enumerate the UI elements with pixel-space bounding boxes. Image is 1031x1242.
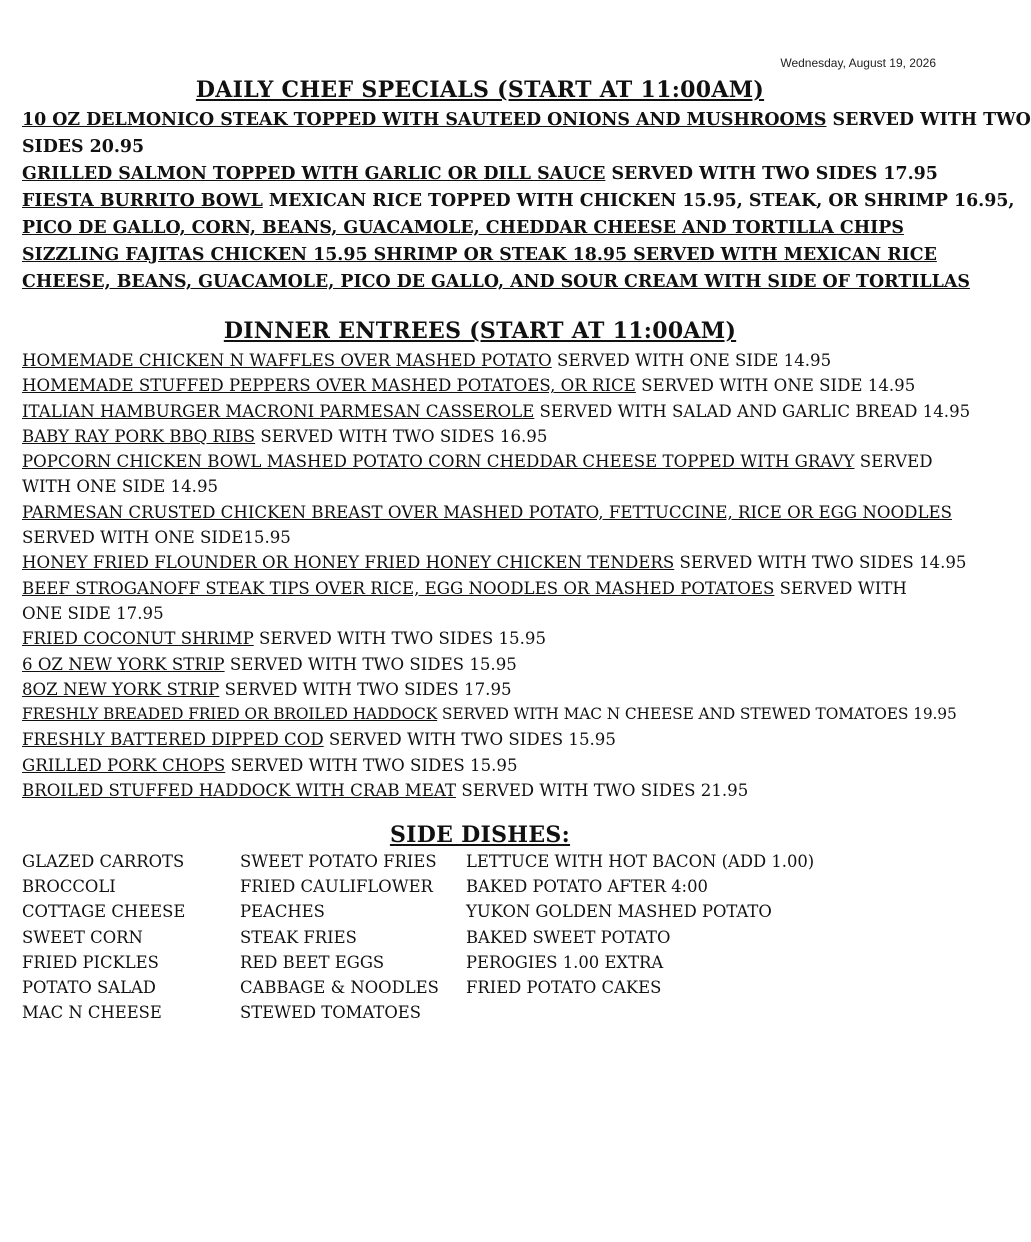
date-stamp: Wednesday, August 19, 2026 xyxy=(780,56,936,70)
item-detail: SERVED WITH ONE SIDE 14.95 xyxy=(635,376,916,396)
specials-title: DAILY CHEF SPECIALS (START AT 11:00AM) xyxy=(195,77,765,103)
item-name: GRILLED SALMON TOPPED WITH GARLIC OR DILL SAUCE xyxy=(22,164,606,184)
entrees-title: DINNER ENTREES (START AT 11:00AM) xyxy=(223,318,737,344)
side-dish: GLAZED CARROTS xyxy=(22,852,185,871)
side-row xyxy=(22,902,922,927)
item-name: FRIED COCONUT SHRIMP xyxy=(22,629,254,649)
item-name: BABY RAY PORK BBQ RIBS xyxy=(22,426,256,446)
entrees-line xyxy=(22,576,947,601)
item-detail: SERVED WITH TWO SIDES 15.95 xyxy=(224,654,517,674)
item-detail: SERVED WITH MAC N CHEESE AND STEWED TOMATOES 19.95 xyxy=(437,705,957,724)
side-dish xyxy=(466,1003,906,1028)
item-name: ITALIAN HAMBURGER MACRONI PARMESAN CASSEROLE xyxy=(22,401,535,421)
specials-line xyxy=(22,188,1015,215)
item-name: HOMEMADE CHICKEN N WAFFLES OVER MASHED POTATO xyxy=(22,351,552,370)
item-name: FRESHLY BATTERED DIPPED COD xyxy=(22,730,324,750)
item-name: FRESHLY BREADED FRIED OR BROILED HADDOCK xyxy=(22,705,438,724)
item-name: 10 OZ DELMONICO STEAK TOPPED WITH SAUTEED ONIONS AND MUSHROOMS xyxy=(22,110,827,130)
item-detail: SERVED WITH TWO SIDES 16.95 xyxy=(255,426,548,446)
item-detail: SERVED WITH TWO SIDES 17.95 xyxy=(219,679,512,699)
entrees-line xyxy=(22,348,947,373)
side-dish: FRIED POTATO CAKES xyxy=(466,977,662,997)
side-dish: STEAK FRIES xyxy=(240,927,357,947)
item-detail: SERVED WITH TWO SIDES 15.95 xyxy=(225,755,518,775)
item-detail: WITH ONE SIDE 14.95 xyxy=(22,477,219,497)
side-row xyxy=(22,978,922,1003)
entrees-line xyxy=(22,500,952,525)
side-dish: CABBAGE & NOODLES xyxy=(240,977,439,997)
side-row xyxy=(22,1003,922,1028)
specials-line xyxy=(22,215,942,242)
entrees-line xyxy=(22,449,947,474)
side-dish: POTATO SALAD xyxy=(22,977,156,997)
item-detail: SERVED WITH TWO SIDES 21.95 xyxy=(456,781,749,801)
entrees-line xyxy=(22,474,947,499)
item-name: PARMESAN CRUSTED CHICKEN BREAST OVER MASHED POTATO, FETTUCCINE, RICE OR EGG NOODLES xyxy=(22,502,952,522)
item-name: 8OZ NEW YORK STRIP xyxy=(22,679,220,699)
item-detail: SERVED WITH xyxy=(774,578,907,598)
side-dish: RED BEET EGGS xyxy=(240,952,385,972)
item-name: 6 OZ NEW YORK STRIP xyxy=(22,654,225,674)
entrees-line xyxy=(22,373,947,398)
entrees-line xyxy=(22,601,947,626)
sides-grid xyxy=(22,852,922,1028)
side-dish: SWEET POTATO FRIES xyxy=(240,852,437,871)
item-detail: SERVED WITH TWO SIDES 15.95 xyxy=(323,730,616,750)
side-dish: SWEET CORN xyxy=(22,927,143,947)
side-dish: BROCCOLI xyxy=(22,877,116,897)
item-name: POPCORN CHICKEN BOWL MASHED POTATO CORN CHEDDAR CHEESE TOPPED WITH GRAVY xyxy=(22,452,855,472)
entrees-line xyxy=(22,652,947,677)
side-dish: BAKED SWEET POTATO xyxy=(466,927,671,947)
side-row xyxy=(22,877,922,902)
entrees-line xyxy=(22,550,967,575)
entrees-line xyxy=(22,753,947,778)
entrees-line xyxy=(22,677,947,702)
item-detail: SERVED WITH ONE SIDE 14.95 xyxy=(551,351,832,370)
entrees-line xyxy=(22,727,947,752)
entrees-line xyxy=(22,778,947,803)
item-detail: SERVED WITH TWO xyxy=(826,110,1031,130)
side-dish: FRIED CAULIFLOWER xyxy=(240,877,433,897)
side-dish: PEACHES xyxy=(240,902,325,922)
side-dish: COTTAGE CHEESE xyxy=(22,902,186,922)
specials-list xyxy=(22,107,1031,296)
side-row xyxy=(22,928,922,953)
item-detail: SERVED WITH TWO SIDES 14.95 xyxy=(674,553,967,573)
side-dish: YUKON GOLDEN MASHED POTATO xyxy=(466,902,772,922)
specials-line xyxy=(22,161,942,188)
side-dish: MAC N CHEESE xyxy=(22,1003,162,1023)
side-row xyxy=(22,953,922,978)
specials-line xyxy=(22,269,970,296)
item-name: BEEF STROGANOFF STEAK TIPS OVER RICE, EGG NOODLES OR MASHED POTATOES xyxy=(22,578,775,598)
item-name: CHEESE, BEANS, GUACAMOLE, PICO DE GALLO, AND SOUR CREAM WITH SIDE OF TORTILLAS xyxy=(22,272,970,292)
side-dish: STEWED TOMATOES xyxy=(240,1003,421,1023)
side-dish: LETTUCE WITH HOT BACON (ADD 1.00) xyxy=(466,852,815,871)
item-name: BROILED STUFFED HADDOCK WITH CRAB MEAT xyxy=(22,781,457,801)
side-dish: PEROGIES 1.00 EXTRA xyxy=(466,952,664,972)
entrees-line xyxy=(22,626,947,651)
specials-line xyxy=(22,107,1031,134)
item-detail: ONE SIDE 17.95 xyxy=(22,603,164,623)
specials-line xyxy=(22,242,942,269)
side-dish: FRIED PICKLES xyxy=(22,952,159,972)
item-name: SIZZLING FAJITAS CHICKEN 15.95 SHRIMP OR STEAK 18.95 SERVED WITH MEXICAN RICE xyxy=(22,245,937,265)
item-detail: SERVED WITH TWO SIDES 17.95 xyxy=(605,164,938,184)
entrees-line xyxy=(22,702,957,727)
side-dish: BAKED POTATO AFTER 4:00 xyxy=(466,877,708,897)
item-detail: SERVED WITH TWO SIDES 15.95 xyxy=(253,629,546,649)
item-detail: MEXICAN RICE TOPPED WITH CHICKEN 15.95, STEAK, OR SHRIMP 16.95, xyxy=(262,191,1015,211)
item-name: HONEY FRIED FLOUNDER OR HONEY FRIED HONEY CHICKEN TENDERS xyxy=(22,553,675,573)
entrees-line xyxy=(22,525,947,550)
item-detail: SERVED xyxy=(854,452,933,472)
item-name: FIESTA BURRITO BOWL xyxy=(22,191,263,211)
item-detail: SERVED WITH ONE SIDE15.95 xyxy=(22,528,291,548)
specials-line xyxy=(22,134,942,161)
item-detail: SERVED WITH SALAD AND GARLIC BREAD 14.95 xyxy=(534,401,971,421)
entrees-line xyxy=(22,424,947,449)
item-name: PICO DE GALLO, CORN, BEANS, GUACAMOLE, CHEDDAR CHEESE AND TORTILLA CHIPS xyxy=(22,218,904,238)
side-row xyxy=(22,852,922,877)
sides-title: SIDE DISHES: xyxy=(389,822,571,848)
entrees-list xyxy=(22,348,971,803)
item-detail: SIDES 20.95 xyxy=(22,137,145,157)
item-name: GRILLED PORK CHOPS xyxy=(22,755,226,775)
item-name: HOMEMADE STUFFED PEPPERS OVER MASHED POTATOES, OR RICE xyxy=(22,376,636,396)
entrees-line xyxy=(22,399,971,424)
